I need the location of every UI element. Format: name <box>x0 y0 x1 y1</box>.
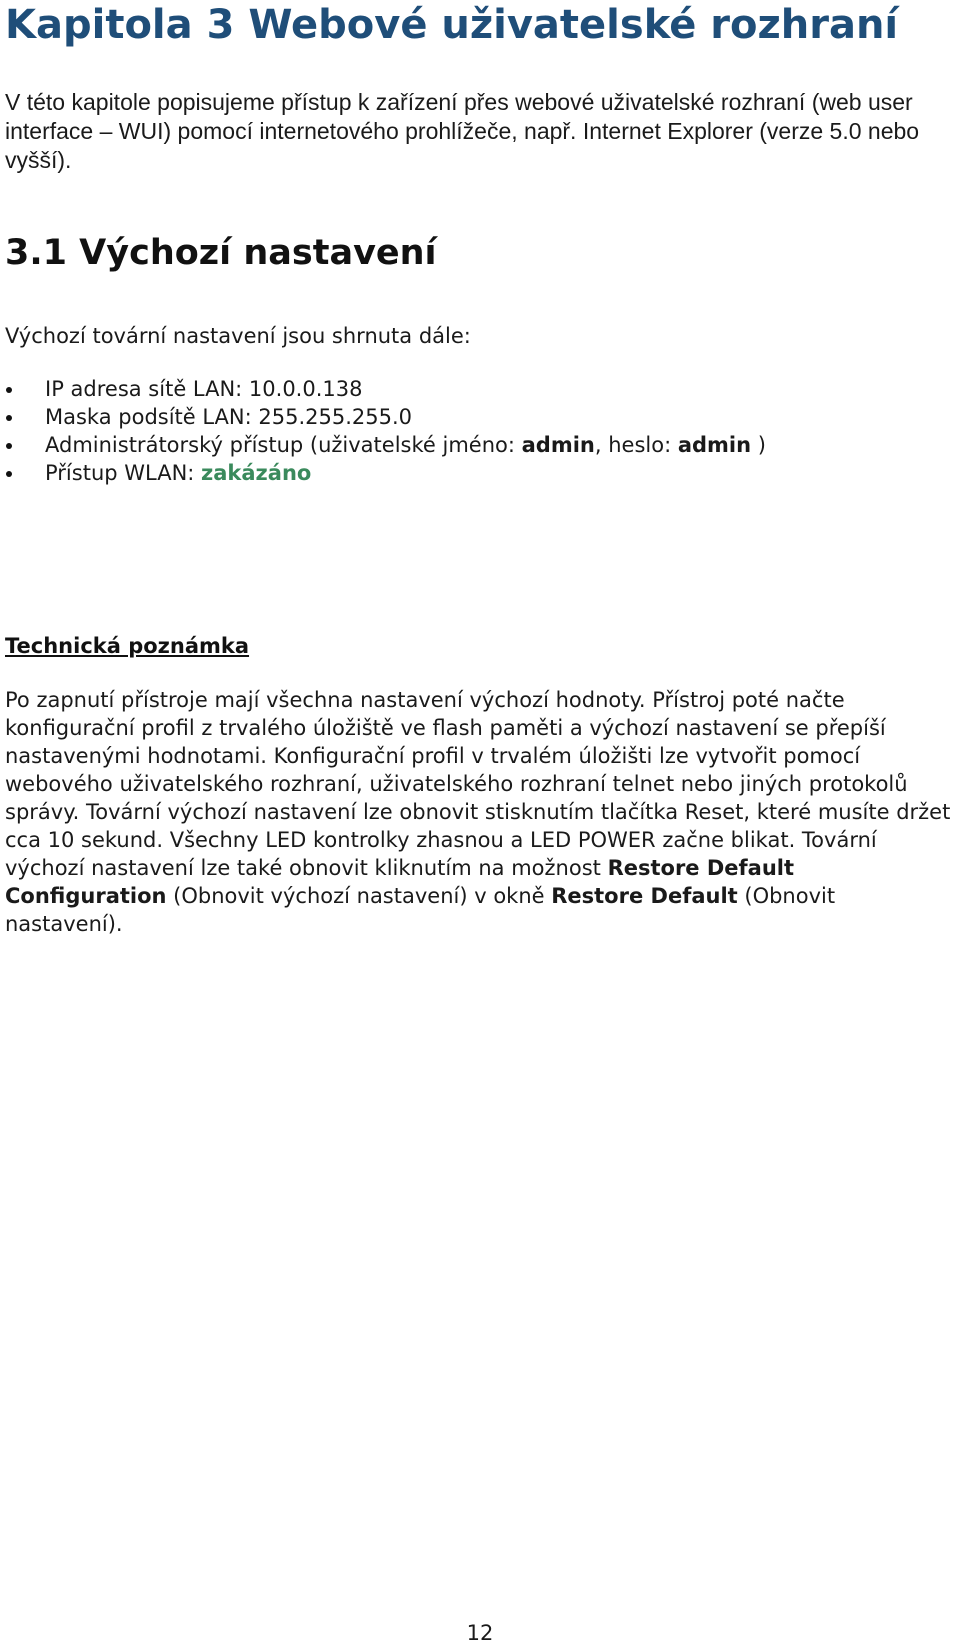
bullet-icon <box>6 387 12 393</box>
list-item-ip <box>0 375 766 403</box>
wlan-prefix: Přístup WLAN: <box>45 461 202 485</box>
ip-address-text: IP adresa sítě LAN: 10.0.0.138 <box>45 377 363 401</box>
subnet-mask-text: Maska podsítě LAN: 255.255.255.0 <box>45 405 413 429</box>
default-settings-list <box>0 375 766 487</box>
list-item-wlan <box>0 459 766 487</box>
admin-mid: , heslo: <box>594 433 678 457</box>
bullet-icon <box>6 471 12 477</box>
technical-note-heading: Technická poznámka <box>5 634 250 658</box>
note-text-start: Po zapnutí přístroje mají všechna nastavení výchozí hodnoty. Přístroj poté načte konfigurační profil z trvalého úložiště ve flash paměti a výchozí nastavení se přepíší nastavenými hodnotami. Konfigurační profil v trvalém úložišti lze vytvořit pomocí webového uživatelského rozhraní, uživatelského rozhraní telnet nebo jiných protokolů správy. Tovární výchozí nastavení lze obnovit stisknutím tlačítka Reset, které musíte držet cca 10 sekund. Všechny LED kontrolky zhasnou a LED POWER začne blikat. Tovární výchozí nastavení lze také obnovit kliknutím na možnost <box>5 688 951 880</box>
admin-prefix: Administrátorský přístup (uživatelské jméno: <box>45 433 522 457</box>
section-intro: Výchozí tovární nastavení jsou shrnuta dále: <box>5 324 471 348</box>
note-text-mid: (Obnovit výchozí nastavení) v okně <box>166 884 552 908</box>
bullet-icon <box>6 443 12 449</box>
restore-default-configuration-label: Restore Default Configuration <box>5 856 795 908</box>
admin-password: admin <box>677 433 752 457</box>
list-item-admin <box>0 431 766 459</box>
admin-suffix: ) <box>751 433 766 457</box>
section-title: 3.1 Výchozí nastavení <box>5 233 437 273</box>
restore-default-window-label: Restore Default <box>551 884 738 908</box>
page-number: 12 <box>466 1621 494 1645</box>
bullet-icon <box>6 415 12 421</box>
chapter-title: Kapitola 3 Webové uživatelské rozhraní <box>5 2 899 48</box>
list-item-mask <box>0 403 766 431</box>
note-text-end: (Obnovit nastavení). <box>5 884 836 936</box>
chapter-intro: V této kapitole popisujeme přístup k zařízení přes webové uživatelské rozhraní (web user interface – WUI) pomocí internetového prohlížeče, např. Internet Explorer (verze 5.0 nebo vyšší). <box>5 89 920 173</box>
technical-note-body <box>5 686 955 938</box>
admin-username: admin <box>521 433 595 457</box>
wlan-status-value: zakázáno <box>201 461 312 485</box>
